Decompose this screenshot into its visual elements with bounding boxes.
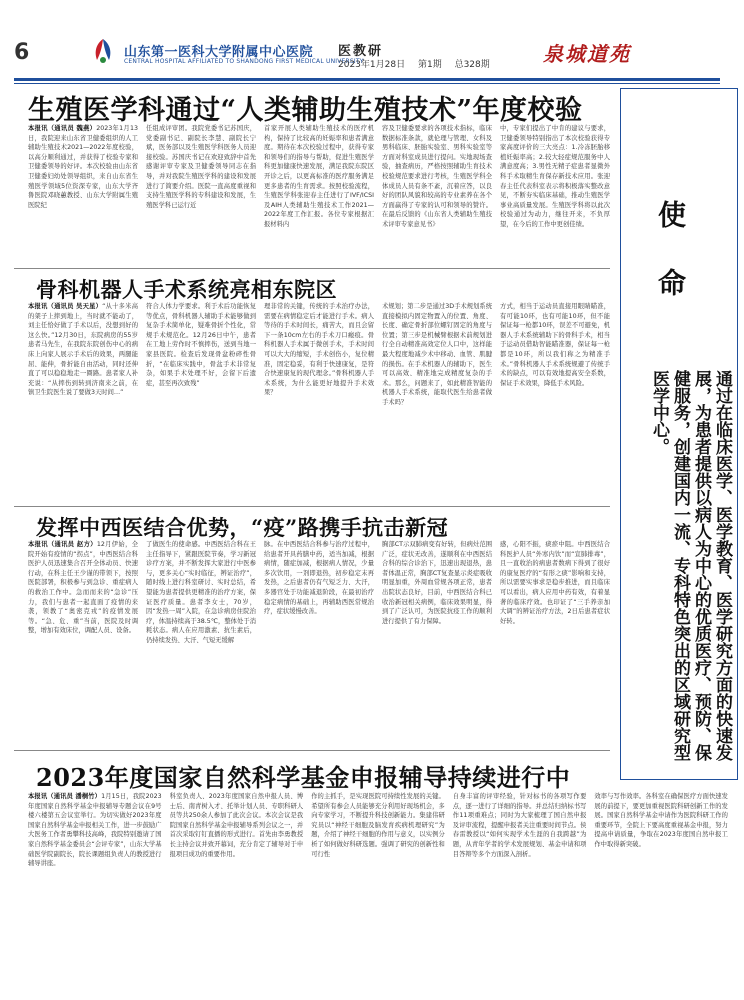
article-byline: 本报讯（通讯员 赵方） (28, 541, 97, 548)
issue-number: 第1期 (417, 60, 442, 70)
issue-date: 2023年1月28日 (338, 60, 406, 70)
motto-text: 通过在临床医学、医学教育、医学研究方面的快速发展，为患者提供以病人为中心的优质医疗、预防、保健服务，创建国内一流、专科特色突出的区域研究型医学中心。 (649, 370, 732, 761)
article-column: 容及卫健委要求的各项技术指标，临床数据标准条款，就伦理与管理、女科及男科临床、胚胎实验室、男科实验室等方面对科室成员进行提问。实地现场查验，抽查病历，严格按照辅助生育技术校验规范要求进行考核，生殖医学科全体成员人员有条不紊，沉着应答，以良好的团队风貌和较高的专业素养在各个方面赢得了专家的认可和领导的赞许。在最后反馈的《山东省人类辅助生殖技术评审专家意见书》 (382, 125, 492, 228)
article-column: 脉。在中西医结合科参与治疗过程中，给患者开具药膳中药，适当加减，根据病情，随症加减，根据病人情况，少量多次饮用，一剂即退热，初步稳定末再发热，之后患者仍有气短乏力、大汗，多器官处于功能减退阶段，在最初治疗稳定病情的基础上，再辅助西医常规治疗，症状缓慢改善。 (264, 541, 374, 616)
article-column: 任组成评审团。我院党委书记苏国庆，党委副书记、副院长李慧、副院长宁斌，医务部以及生殖医学科医务人员迎接校验。苏国庆书记在欢迎致辞中首先感谢评审专家及卫健委领导同志在指导，并对我院生殖医学科的建设和发展进行了简要介绍。医院一直高度重视和支持生殖医学科的专科建设和发展，生殖医学科已运行近 (146, 125, 256, 209)
article-column: 胸部CT示双肺病变有好转，但病灶范围广泛，症状无改善，遂顺利在中西医结合科的综合诊治下，迅速出现退热，患者体温正常，胸部CT复查显示炎症吸收明显加重，外周血常规各项正常，患者出院状态良好，目前，中西医结合科已收治新冠相关病例，临床效果明显，得到了广泛认可，为医院抗疫工作的顺利进行提供了有力保障。 (382, 541, 492, 625)
article-column: 理非常的关键，传统的手术治疗办法，需要在病情稳定后才能进行手术。病人等待的手术时间长，痛苦大，而且会留下一条10cm左右的手术刀口瘢痕。骨科机器人手术属于微创手术，手术时间可以大大的缩短，手术创伤小，复位精准，固定稳妥，有利于快速康复，是符合快速康复的现代理念。”骨科机器人手术系统，为什么能更好地提升手术效果？ (264, 303, 374, 397)
article-title: 发挥中西医结合优势，“疫”路携手抗击新冠 (36, 515, 449, 540)
masthead-rule-thin (14, 83, 720, 84)
article-column: 自身丰富的评审经验，针对标书的各项写作要点，逐一进行了详细的指导。并总结归纳标书写作11项重难点；同时为大家梳理了国自然申报及评审流程，提醒申报者关注重要时间节点。侯春雷教授以“如何实现学术生涯的自我跨越”为题，从青年学者的学术发展规划、基金申请和项目答辩等多个方面深入剖析。 (452, 793, 587, 858)
article-column: 中，专家们提出了中肯的建议与要求，卫健委领导特别指出了本次校验获得专家高度评价的三大亮点：1.冷冻胚胎移植妊娠率高；2.较大轻症规范服务中人满意度高；3.男性无精子症患者显微外科手术取精生育保存新技术应用。张迎春主任代表科室表示将积极落实整改意见，不断夯实临床基础，推动生殖医学事业高质量发展。生殖医学科将以此次校验通过为动力，继往开来，不负厚望，在今后的工作中更创佳绩。 (500, 125, 610, 228)
masthead (0, 0, 744, 80)
article-body (28, 792, 728, 994)
article-divider (14, 268, 610, 269)
article-column: 2023年1月13日，我院迎来山东省卫健委组织的人工辅助生殖技术2021—2022年度校验，以高分顺利通过，并获得了校验专家和卫健委领导的好评。本次校验由山东省卫健委妇幼处领导组织，来自山东省生殖医学领域5位资深专家，山东大学齐鲁医院邓晓蕙教授、山东大学附属生殖医院纪 (28, 125, 138, 209)
paper-title-en: CENTRAL HOSPITAL AFFILIATED TO SHANDONG FIRST MEDICAL UNIVERSITY (124, 58, 364, 65)
paper-title: 山东第一医科大学附属中心医院 (124, 45, 314, 60)
section-name: 医教研 (338, 44, 384, 59)
issue-info (338, 57, 500, 70)
article-column: 科室负责人、2023年度国家自然申报人员、博士后、南青树入才、托举计划人员、专职科研人员等共250余人参加了此次会议。本次会议是我院国家自然科学基金申报辅导系列会议之一，并首次采取钉钉直播的形式进行。首先由李勇教授长主持会议并致开幕词，充分肯定了辅导对于申报项目成功的重要作用。 (169, 793, 304, 858)
article-column: 感，心阳不振，痰瘀中阻。中西医结合科医护人员“外寒内饮”而“宣肺排毒”，且一直收治的病患者数病下得到了很好的康复医疗的“有形之痰”影响和支持，所以需要实事求是稳步推进，而且临床可以看出，病人应用中药有效，有着显著的临床疗效。也印证了“三手养亲加大调”的辨证治疗方法，2日后患者症状好转。 (500, 541, 610, 625)
article-divider (14, 750, 610, 751)
motto-heading: 使命 (654, 200, 687, 336)
article-column: 方式，相当于运动员直接用眼睛瞄准，有可能10环，也有可能10环，但不能保证每一枪都10环，误差不可避免，机器人手术系统辅助下的骨科手术，相当于运动员借助智能瞄准器，保证每一枪都是10环，所以我们称之为精准手术。”骨科机器人手术系统规避了传统手术的缺点，可以有效地提高安全系数，保证手术效果，降低手术风险。 (500, 303, 610, 387)
article-divider (14, 506, 610, 507)
article-body (28, 540, 610, 746)
hospital-logo-icon (88, 36, 118, 66)
article-column: 效率与写作效率。各科室在确保医疗方面快速发展的前提下，要更加重视医院科研创新工作的发展。国家自然科学基金申请作为医院科研工作的重要环节，全院上下要高度重视基金申报，努力提高申请质量，争取在2023年度国自然申报工作中取得新突破。 (594, 793, 728, 848)
article-byline: 本报讯（通讯员 潘桐竹） (28, 793, 102, 800)
article-title: 2023年度国家自然科学基金申报辅导持续进行中 (36, 763, 571, 792)
article-byline: 本报讯（通讯员 魏燕） (28, 125, 97, 132)
article-column: 1月15日，我院2023年度国家自然科学基金申报辅导专题会议在9号楼六楼第五会议室举行。为切实做好2023年度国家自然科学基金申报相关工作，进一步鼓励广大医务工作者勇攀科技高峰，我院特别邀请了国家自然科学基金委员会“会评专家”，山东大学基础医学院副院长，院长课题组负责人的教授进行辅导讲座。 (28, 793, 162, 868)
page-number: 6 (14, 40, 30, 65)
masthead-rule (14, 78, 720, 81)
article-title: 生殖医学科通过“人类辅助生殖技术”年度校验 (28, 95, 583, 126)
article-column: 作的主抓手，是实现医院可持续性发展的关键。希望所有参会人员能够充分利用好现场机会，多向专家学习，不断提升科技创新能力。集建伟研究员以“神经干细胞及脑发育疾病机理研究”为题，介绍了神经干细胞的作用与意义，以实例分析了如何做好科研选题。强调了研究的创新性和可行性 (311, 793, 445, 858)
article-body (28, 124, 610, 264)
article-title: 骨科机器人手术系统亮相东院区 (36, 277, 337, 302)
article-byline: 本报讯（通讯员 吴天星） (28, 303, 103, 310)
article-column: 12月伊始，全院开始有疫情的“拐点”，中西医结合科医护人员迅速集合召开全体动员、快速行动，在科主任王少谨的带领下，按照医院部署，积极参与到急诊、重症病人的救治工作中。急而而来的“急诊”压力，我们与患者一起直面了疫情的来袭，领教了“奥密克戎”的疫情发展等。“急、危、重”当前，医院及时调整，增加有效床位，调配人员、设备。 (28, 541, 138, 635)
column-name: 泉城道苑 (543, 42, 631, 66)
article-body (28, 302, 610, 502)
issue-total: 总328期 (454, 60, 490, 70)
article-column: 符合人体力学要求。利于术后功能恢复等优点，骨科机器人辅助手术能够做到复杂手术简单化，疑难骨折个性化，常规手术规范化。12月26日中午，患者在工地上劳作时不慎摔伤，送到当地一家县医院。检查后发现骨盆粉碎性骨折，“在临床实践中，骨盆手术非常复杂，如果手术处理不好，会留下后遗症，甚至再次致残” (146, 303, 256, 387)
article-column: 术规划；第二步是通过3D手术规划系统直接模拟内固定物置入的位置、角度、长度、确定骨折部位螺钉固定的角度与位置；第三步是机械臂根据术前规划进行全自动精准高效定位人口中，这样能最大程度地减少术中移动、血管、肌腱的损伤。在手术机器人的辅助下，医生可以高效、精准地完成精度复杂的手术。那么，问题来了，如此精准智能的机器人手术系统，能取代医生给患者做手术吗？ (382, 303, 492, 406)
article-column: 首家开展人类辅助生殖技术的医疗机构，保持了比较高的妊娠率和患者满意度。期待在本次校验过程中，获得专家和领导们的指导与帮助，促进生殖医学科更加健康快速发展，满足我院东院区开诊之后，以更高标准的医疗服务满足更多患者的生育需求。按照校验流程，生殖医学科张迎春主任进行了IVF/ICSI及AIH人类辅助生殖技术工作2021—2022年度工作汇报。各位专家根据汇报材料内 (264, 125, 374, 228)
article-column: 了做医生的使命感。中西医结合科在王主任指导下，紧跟医院节奏，学习新冠诊疗方案，并不断发挥大家进行中医参与，更多关心“实时临征，辨证治疗”，随时线上进行科室研讨、实时总结，希望能为患者提供更精准的治疗方案，保证医疗质量。患者李女士，70岁，因“发热一周”入院，在急诊病房住院治疗，体温持续高于38.5℃，整体处于消耗状态。病人在应用激素、抗生素后，仍持续发热、大汗、气短无缓解 (146, 541, 256, 644)
article-column: “从十多米高的架子上摔到地上，当时就不能动了，刘主任恰好做了手术以后，没想到好的这么快。”12月30日，东院病房的55岁患者马先生，在我院东院创伤中心的病床上向家人展示手术后的效果，两腿能屈、能伸，骨折能自由活动，同时还伸直了可以稳稳地走一圈路。患者家人补充说：“从摔伤到转到济南来之前，在镇卫生院医生说了要做3天时间…” (28, 303, 138, 397)
